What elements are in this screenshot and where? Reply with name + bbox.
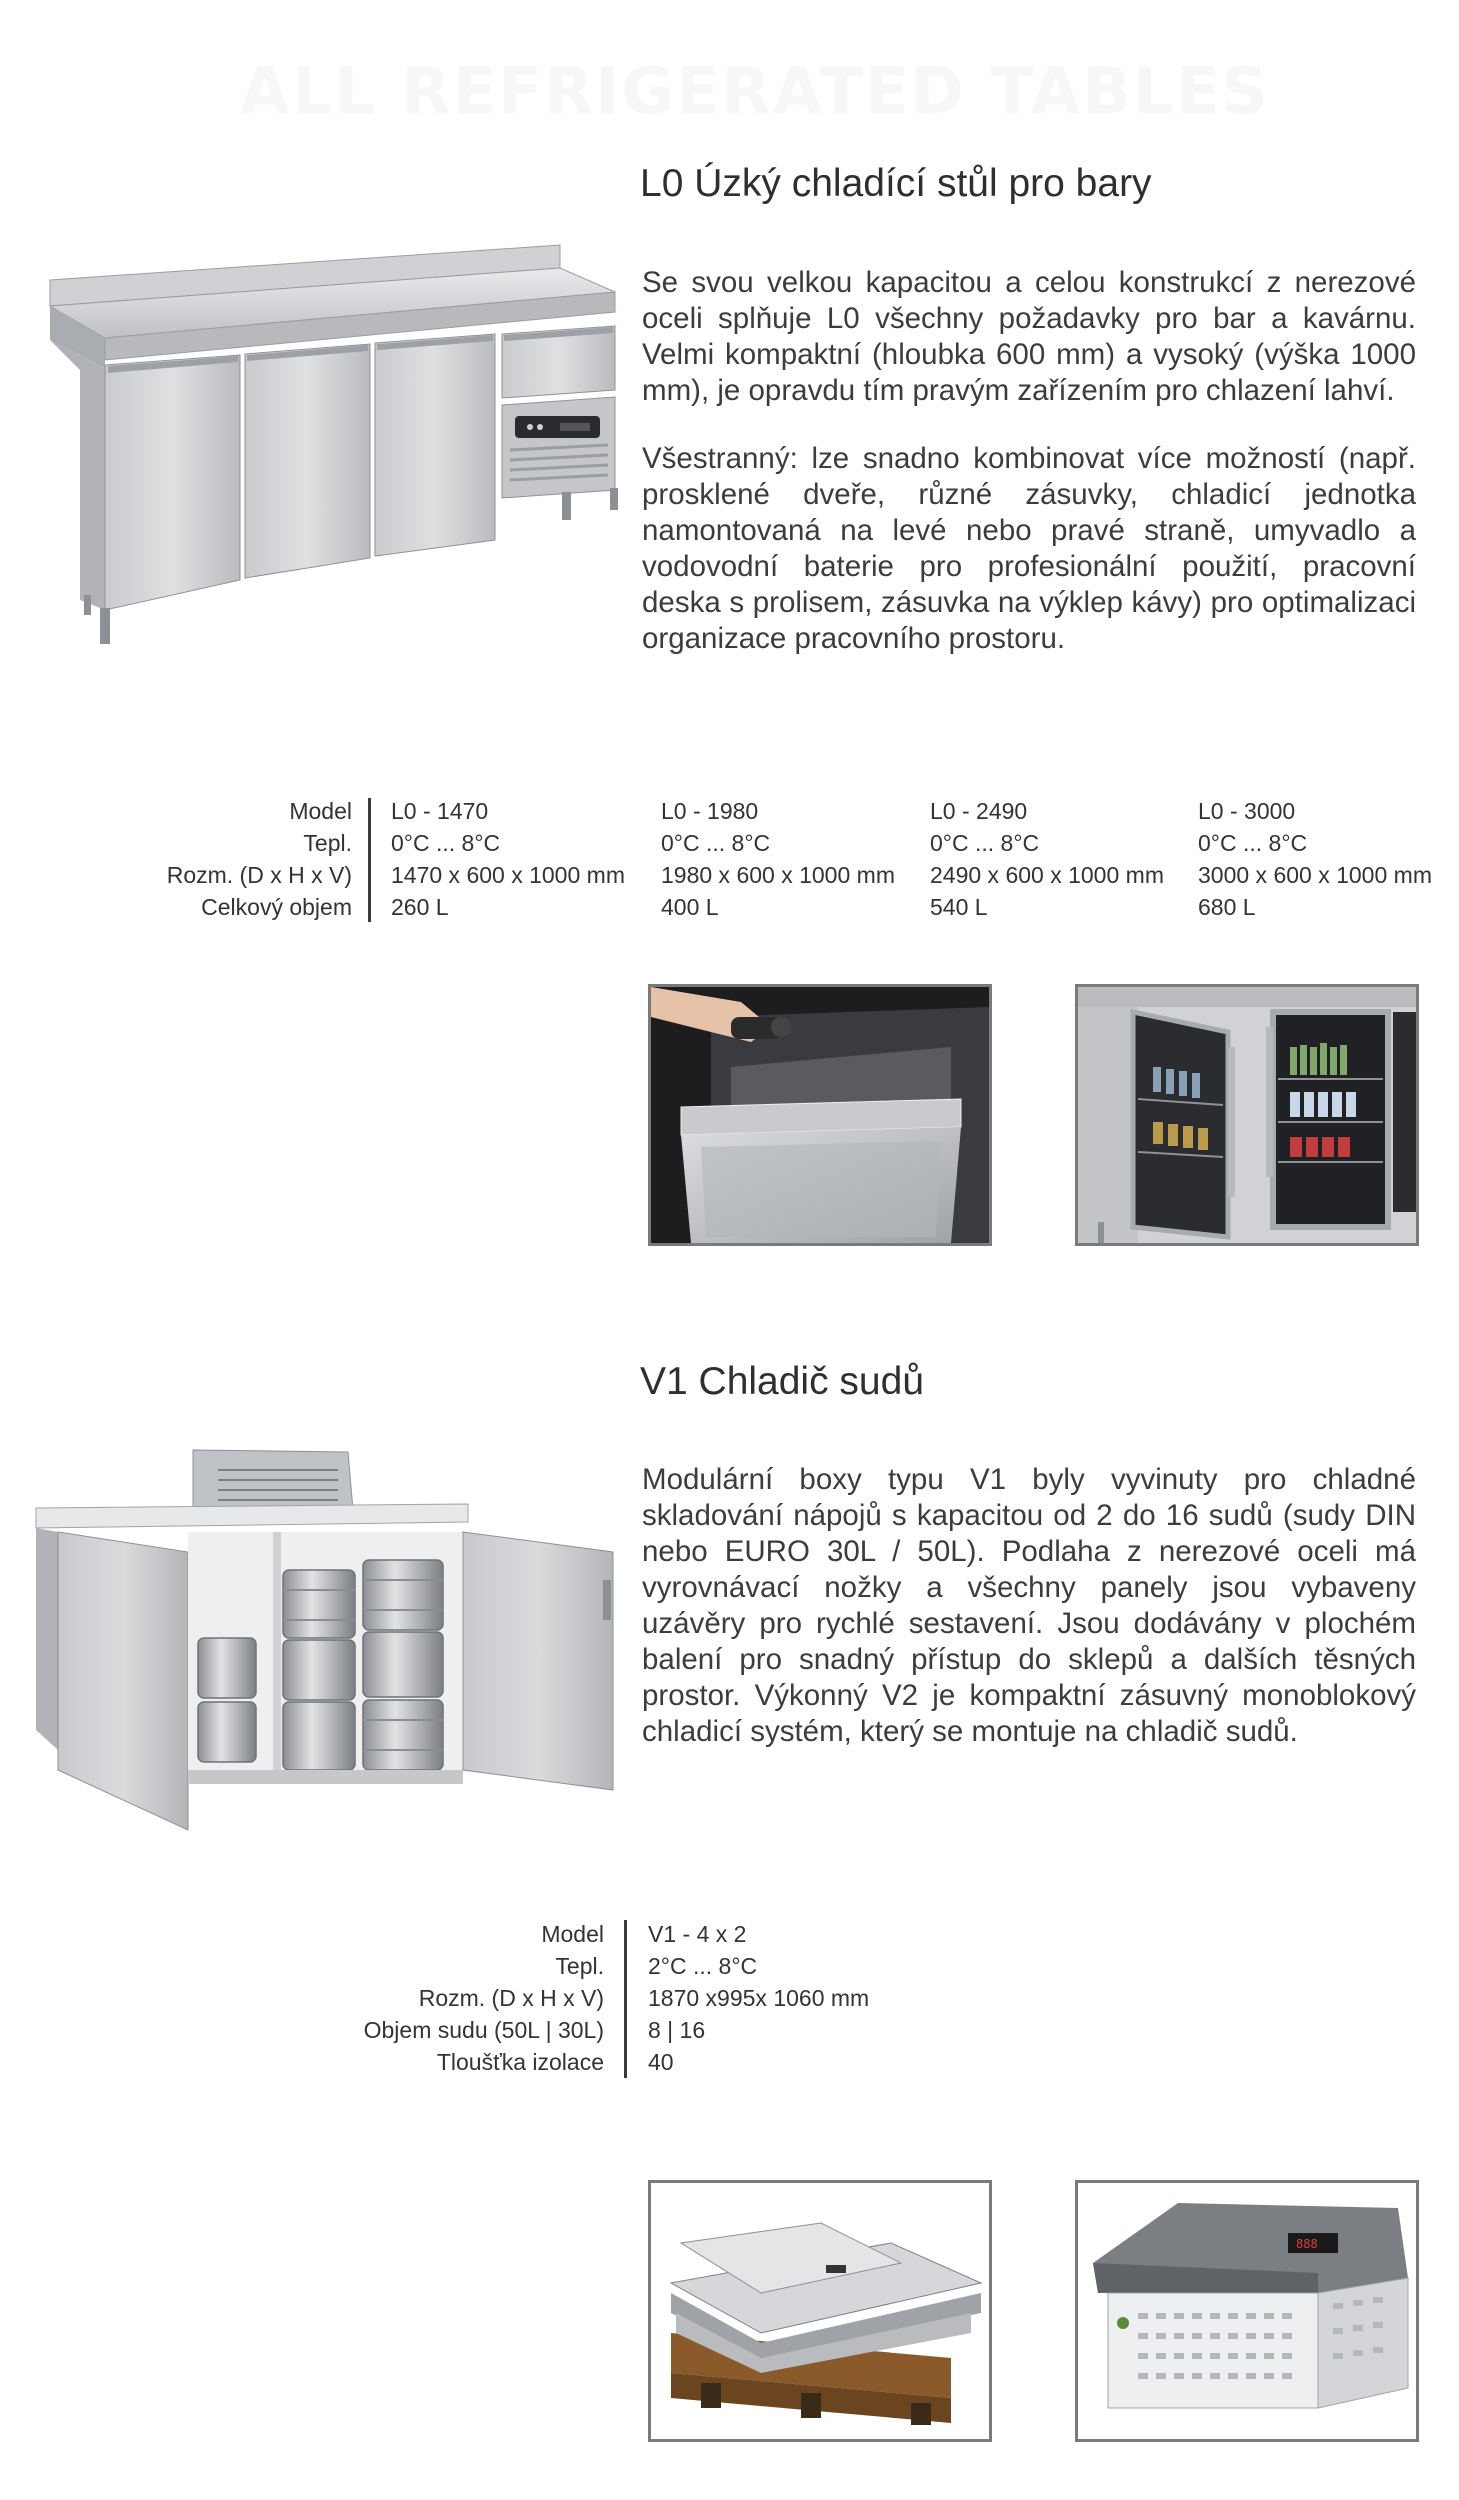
spec-temp: 0°C ... 8°C: [1198, 830, 1308, 856]
v1-description: [642, 1462, 1416, 1782]
spec-temp: 0°C ... 8°C: [930, 830, 1040, 856]
l0-spec-divider: [368, 798, 371, 922]
spec-label-dims: Rozm. (D x H x V): [166, 862, 352, 888]
l0-drawer-photo: [648, 984, 992, 1246]
spec-label-insulation: Tloušťka izolace: [436, 2049, 604, 2075]
l0-spec-col-2490: [930, 795, 1164, 923]
spec-volume: 400 L: [661, 894, 719, 920]
spec-keg-volume: 8 | 16: [648, 2017, 706, 2043]
svg-text:888: 888: [1296, 2237, 1318, 2251]
spec-model: L0 - 1980: [661, 798, 759, 824]
spec-volume: 680 L: [1198, 894, 1256, 920]
spec-temp: 2°C ... 8°C: [648, 1953, 758, 1979]
spec-label-temp: Tepl.: [303, 830, 352, 856]
l0-paragraph-2: Všestranný: lze snadno kombinovat více možností (např. prosklené dveře, různé zásuvky, chladicí jednotka namontovaná na levé nebo pravé straně, umyvadlo a vodovodní baterie pro profesionální použití, pracovní deska s prolisem, zásuvka na výklep kávy) pro optimalizaci organizace pracovního prostoru.: [642, 442, 1416, 655]
spec-label-volume: Celkový objem: [201, 894, 352, 920]
v1-product-image: [28, 1440, 628, 1840]
spec-dims: 1870 x995x 1060 mm: [648, 1985, 870, 2011]
l0-description: [642, 265, 1416, 689]
spec-dims: 2490 x 600 x 1000 mm: [930, 862, 1164, 888]
l0-title: L0 Úzký chladící stůl pro bary: [640, 162, 1152, 205]
spec-label-temp: Tepl.: [555, 1953, 604, 1979]
spec-model: L0 - 2490: [930, 798, 1028, 824]
spec-dims: 3000 x 600 x 1000 mm: [1198, 862, 1432, 888]
spec-label-model: Model: [541, 1921, 604, 1947]
v1-spec-divider: [624, 1920, 627, 2078]
spec-volume: 540 L: [930, 894, 988, 920]
l0-glass-door-photo: [1075, 984, 1419, 1246]
v1-flatpack-photo: [648, 2180, 992, 2442]
spec-temp: 0°C ... 8°C: [391, 830, 501, 856]
l0-spec-col-3000: [1198, 795, 1432, 923]
l0-paragraph-1: Se svou velkou kapacitou a celou konstrukcí z nerezové oceli splňuje L0 všechny požadavky pro bar a kavárnu. Velmi kompaktní (hloubka 600 mm) a vysoký (výška 1000 mm), je opravdu tím pravým zařízením pro chlazení lahví.: [642, 266, 1416, 407]
l0-spec-col-1470: [391, 795, 625, 923]
spec-volume: 260 L: [391, 894, 449, 920]
v1-spec-values: [648, 1918, 869, 2078]
spec-model: V1 - 4 x 2: [648, 1921, 747, 1947]
l0-spec-col-1980: [661, 795, 895, 923]
spec-label-dims: Rozm. (D x H x V): [418, 1985, 604, 2011]
spec-dims: 1470 x 600 x 1000 mm: [391, 862, 625, 888]
spec-temp: 0°C ... 8°C: [661, 830, 771, 856]
v1-title: V1 Chladič sudů: [640, 1360, 925, 1403]
v1-paragraph: Modulární boxy typu V1 byly vyvinuty pro chladné skladování nápojů s kapacitou od 2 do 16 sudů (sudy DIN nebo EURO 30L / 50L). Podlaha z nerezové oceli má vyrovnávací nožky a všechny panely jsou vybaveny uzávěry pro rychlé sestavení. Jsou dodávány v plochém balení pro snadný přístup do sklepů a dalších těsných prostor. Výkonný V2 je kompaktní zásuvný monoblokový chladicí systém, který se montuje na chladič sudů.: [642, 1463, 1416, 1748]
ghost-header: ALL REFRIGERATED TABLES: [240, 55, 1270, 129]
spec-dims: 1980 x 600 x 1000 mm: [661, 862, 895, 888]
l0-product-image: [40, 240, 620, 650]
spec-model: L0 - 1470: [391, 798, 489, 824]
spec-label-keg-volume: Objem sudu (50L | 30L): [363, 2017, 604, 2043]
v1-spec-labels: [250, 1918, 604, 2078]
l0-spec-labels: [60, 795, 352, 923]
spec-label-model: Model: [289, 798, 352, 824]
v2-cooling-unit-photo: [1075, 2180, 1419, 2442]
spec-model: L0 - 3000: [1198, 798, 1296, 824]
spec-insulation: 40: [648, 2049, 674, 2075]
